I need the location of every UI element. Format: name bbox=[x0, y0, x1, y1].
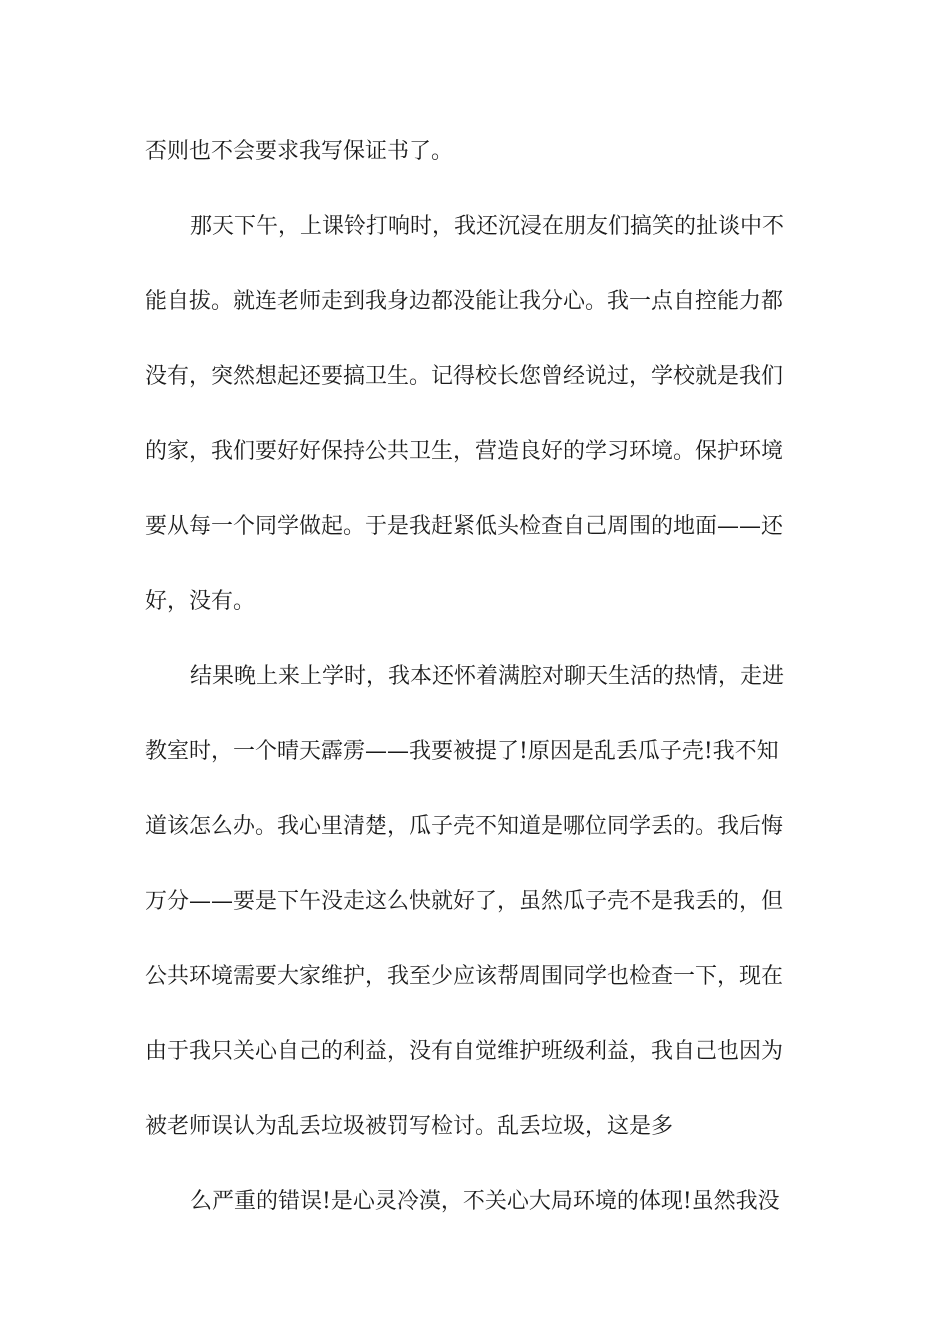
text-line: 被老师误认为乱丢垃圾被罚写检讨。乱丢垃圾，这是多 bbox=[145, 1114, 674, 1139]
paragraph-first-line: 结果晚上来上学时，我本还怀着满腔对聊天生活的热情，走进 bbox=[190, 664, 785, 689]
text-line: 好，没有。 bbox=[145, 589, 256, 614]
text-line: 的家，我们要好好保持公共卫生，营造良好的学习环境。保护环境 bbox=[145, 439, 784, 464]
text-line: 公共环境需要大家维护，我至少应该帮周围同学也检查一下，现在 bbox=[145, 964, 784, 989]
text-line: 由于我只关心自己的利益，没有自觉维护班级利益，我自己也因为 bbox=[145, 1039, 784, 1064]
paragraph-first-line: 么严重的错误!是心灵冷漠，不关心大局环境的体现!虽然我没 bbox=[190, 1189, 780, 1214]
text-line: 教室时，一个晴天霹雳——我要被提了!原因是乱丢瓜子壳!我不知 bbox=[145, 739, 779, 764]
text-line: 要从每一个同学做起。于是我赶紧低头检查自己周围的地面——还 bbox=[145, 514, 784, 539]
paragraph-first-line: 那天下午，上课铃打响时，我还沉浸在朋友们搞笑的扯谈中不 bbox=[190, 214, 785, 239]
text-line: 道该怎么办。我心里清楚，瓜子壳不知道是哪位同学丢的。我后悔 bbox=[145, 814, 784, 839]
text-line: 万分——要是下午没走这么快就好了，虽然瓜子壳不是我丢的，但 bbox=[145, 889, 784, 914]
text-line: 能自拔。就连老师走到我身边都没能让我分心。我一点自控能力都 bbox=[145, 289, 784, 314]
text-line: 没有，突然想起还要搞卫生。记得校长您曾经说过，学校就是我们 bbox=[145, 364, 784, 389]
text-line: 否则也不会要求我写保证书了。 bbox=[145, 139, 454, 164]
